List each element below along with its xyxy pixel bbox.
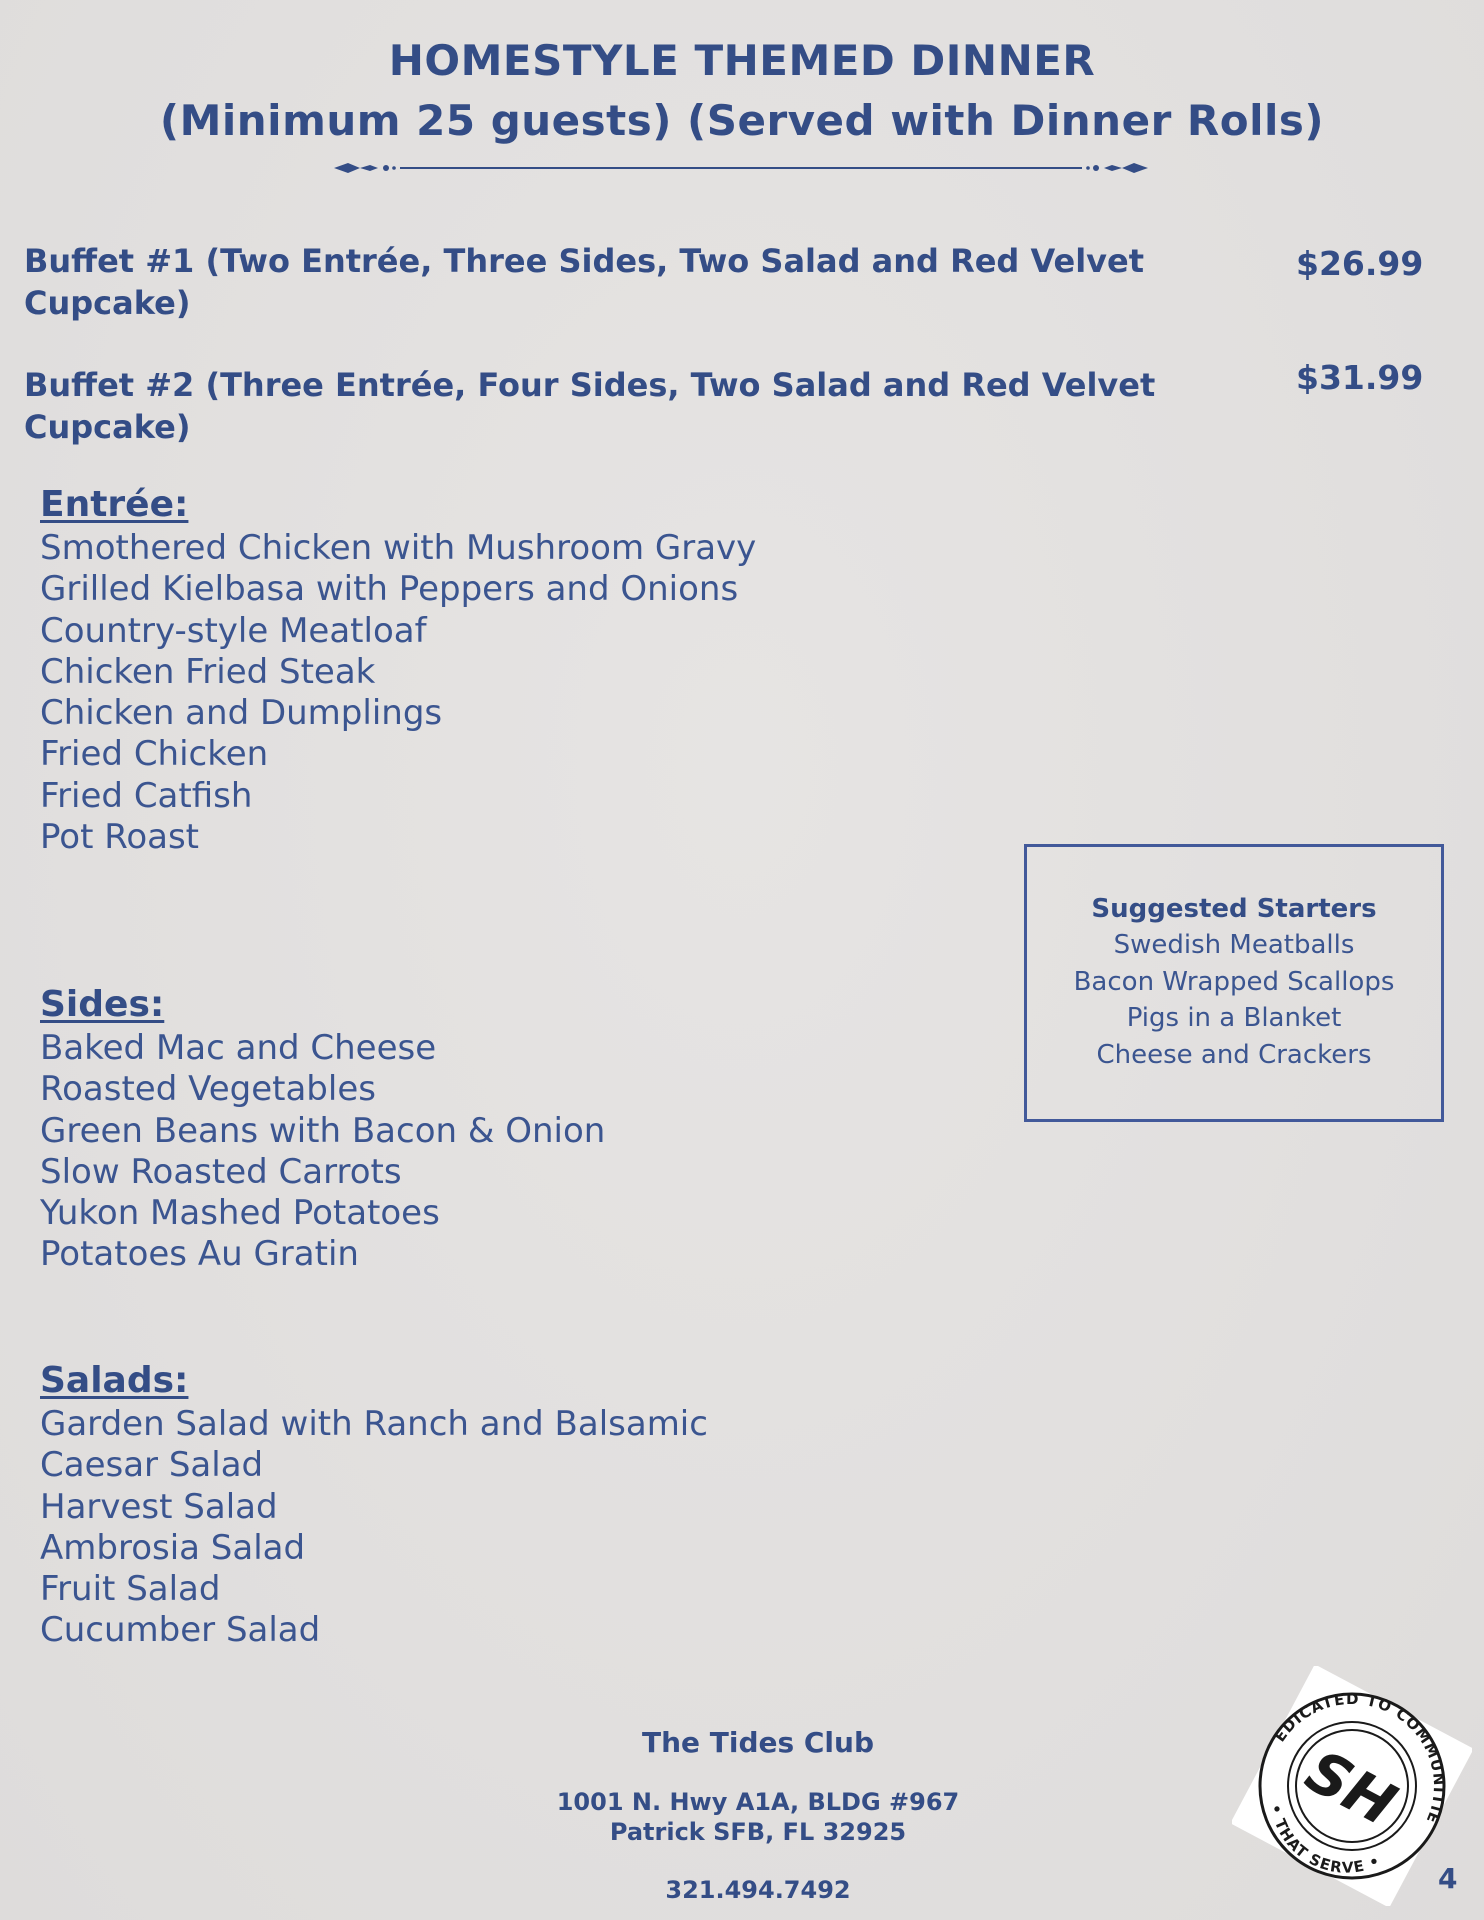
- buffet-2-name: [24, 364, 1224, 448]
- list-item: Green Beans with Bacon & Onion: [40, 1110, 606, 1151]
- salads-list: [40, 1404, 708, 1652]
- list-item: Swedish Meatballs: [1113, 930, 1355, 960]
- list-item: Fried Chicken: [40, 734, 269, 775]
- list-item: Cheese and Crackers: [1096, 1039, 1372, 1070]
- page-subtitle: (Minimum 25 guests) (Served with Dinner Rolls): [159, 96, 1325, 145]
- list-item: Garden Salad with Ranch and Balsamic: [40, 1404, 708, 1444]
- suggested-starters-box: [1024, 844, 1444, 1122]
- list-item: Pot Roast: [40, 817, 200, 858]
- svg-text:SH: SH: [1295, 1736, 1407, 1839]
- phone-number: 321.494.7492: [665, 1876, 851, 1904]
- buffet-2-name-line1: Buffet #2 (Three Entrée, Four Sides, Two Salad and Red Velvet: [24, 366, 1156, 404]
- ornamental-divider: [330, 158, 1152, 178]
- list-item: Caesar Salad: [40, 1445, 264, 1486]
- list-item: Fried Catfish: [40, 775, 253, 816]
- buffet-2-name-line2: Cupcake): [24, 408, 191, 446]
- list-item: Baked Mac and Cheese: [40, 1028, 437, 1068]
- list-item: Pigs in a Blanket: [1126, 1003, 1342, 1033]
- buffet-1-name: [24, 240, 1224, 324]
- club-name: The Tides Club: [641, 1726, 875, 1759]
- list-item: Roasted Vegetables: [40, 1069, 376, 1110]
- buffet-1-name-line1: Buffet #1 (Two Entrée, Three Sides, Two Salad and Red Velvet: [24, 242, 1145, 280]
- starters-list: [1027, 927, 1441, 1073]
- svg-text:• THAT SERVE •: • THAT SERVE •: [1266, 1802, 1384, 1877]
- buffet-2-price: $31.99: [1296, 358, 1424, 397]
- list-item: Ambrosia Salad: [40, 1527, 306, 1568]
- page-number: 4: [1438, 1862, 1458, 1895]
- list-item: Grilled Kielbasa with Peppers and Onions: [40, 569, 739, 610]
- list-item: Potatoes Au Gratin: [40, 1234, 359, 1275]
- starters-title: Suggested Starters: [1091, 894, 1377, 924]
- page-title: HOMESTYLE THEMED DINNER: [388, 36, 1096, 85]
- list-item: Country-style Meatloaf: [40, 610, 427, 651]
- list-item: Yukon Mashed Potatoes: [40, 1193, 440, 1234]
- address-line-2: Patrick SFB, FL 32925: [609, 1818, 907, 1846]
- sides-heading: Sides:: [40, 984, 165, 1025]
- list-item: Chicken and Dumplings: [40, 693, 443, 734]
- entree-list: [40, 528, 756, 858]
- salads-heading: Salads:: [40, 1360, 189, 1401]
- sh-logo-seal: [1232, 1666, 1472, 1906]
- list-item: Fruit Salad: [40, 1569, 221, 1610]
- list-item: Cucumber Salad: [40, 1610, 321, 1651]
- buffet-1-name-line2: Cupcake): [24, 284, 191, 322]
- sides-list: [40, 1028, 605, 1276]
- list-item: Slow Roasted Carrots: [40, 1151, 402, 1192]
- address-line-1: 1001 N. Hwy A1A, BLDG #967: [556, 1788, 960, 1816]
- svg-text:DEDICATED TO COMMUNITIES: DEDICATED TO COMMUNITIES: [1270, 1689, 1449, 1827]
- entree-heading: Entrée:: [40, 484, 189, 525]
- list-item: Bacon Wrapped Scallops: [1073, 966, 1395, 997]
- list-item: Chicken Fried Steak: [40, 651, 376, 692]
- list-item: Smothered Chicken with Mushroom Gravy: [40, 528, 757, 568]
- buffet-1-price: $26.99: [1296, 244, 1424, 283]
- list-item: Harvest Salad: [40, 1486, 278, 1527]
